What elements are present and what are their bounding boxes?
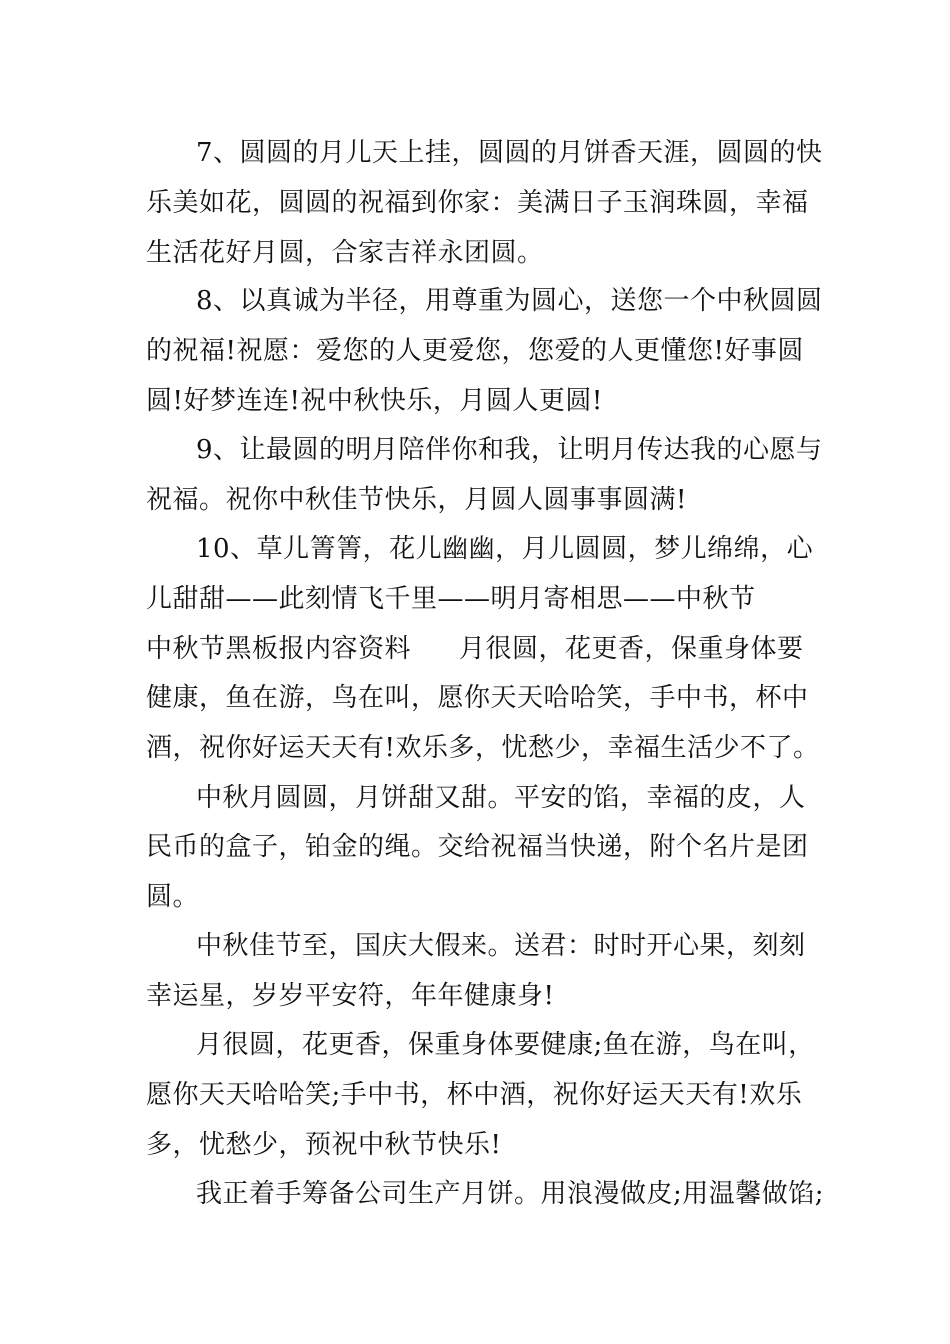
text-line: 儿甜甜——此刻情飞千里——明月寄相思——中秋节 [146,584,756,614]
text-line: 祝福。祝你中秋佳节快乐，月圆人圆事事圆满! [146,485,687,515]
heading-line-text: 月很圆，花更香，保重身体要 [459,634,804,664]
document-title: 中秋节黑板报内容资料 [146,634,412,664]
text-line: 中秋佳节至，国庆大假来。送君：时时开心果，刻刻 [196,931,806,961]
text-line: 酒，祝你好运天天有!欢乐多，忧愁少，幸福生活少不了。 [146,733,820,763]
text-line: 生活花好月圆，合家吉祥永团圆。 [146,238,544,268]
text-line: 多，忧愁少，预祝中秋节快乐! [146,1130,502,1160]
text-line: 健康，鱼在游，鸟在叫，愿你天天哈哈笑，手中书，杯中 [146,683,809,713]
text-line: 幸运星，岁岁平安符，年年健康身! [146,981,555,1011]
text-line: 民币的盒子，铂金的绳。交给祝福当快递，附个名片是团 [146,832,809,862]
text-line: 圆。 [146,882,200,912]
text-line: 月很圆，花更香，保重身体要健康;鱼在游，鸟在叫， [196,1030,815,1060]
heading-line [146,633,826,665]
text-line: 乐美如花，圆圆的祝福到你家：美满日子玉润珠圆，幸福 [146,188,809,218]
text-line: 我正着手筹备公司生产月饼。用浪漫做皮;用温馨做馅; [196,1179,825,1209]
text-line: 圆!好梦连连!祝中秋快乐，月圆人更圆! [146,386,603,416]
text-line: 10、草儿箐箐，花儿幽幽，月儿圆圆，梦儿绵绵，心 [196,534,814,564]
text-line: 愿你天天哈哈笑;手中书，杯中酒，祝你好运天天有!欢乐 [146,1080,803,1110]
text-line: 9、让最圆的明月陪伴你和我，让明月传达我的心愿与 [196,435,823,465]
text-line: 7、圆圆的月儿天上挂，圆圆的月饼香天涯，圆圆的快 [196,138,823,168]
text-line: 中秋月圆圆，月饼甜又甜。平安的馅，幸福的皮，人 [196,783,806,813]
text-line: 8、以真诚为半径，用尊重为圆心，送您一个中秋圆圆 [196,286,823,316]
text-line: 的祝福!祝愿：爱您的人更爱您，您爱的人更懂您!好事圆 [146,336,804,366]
